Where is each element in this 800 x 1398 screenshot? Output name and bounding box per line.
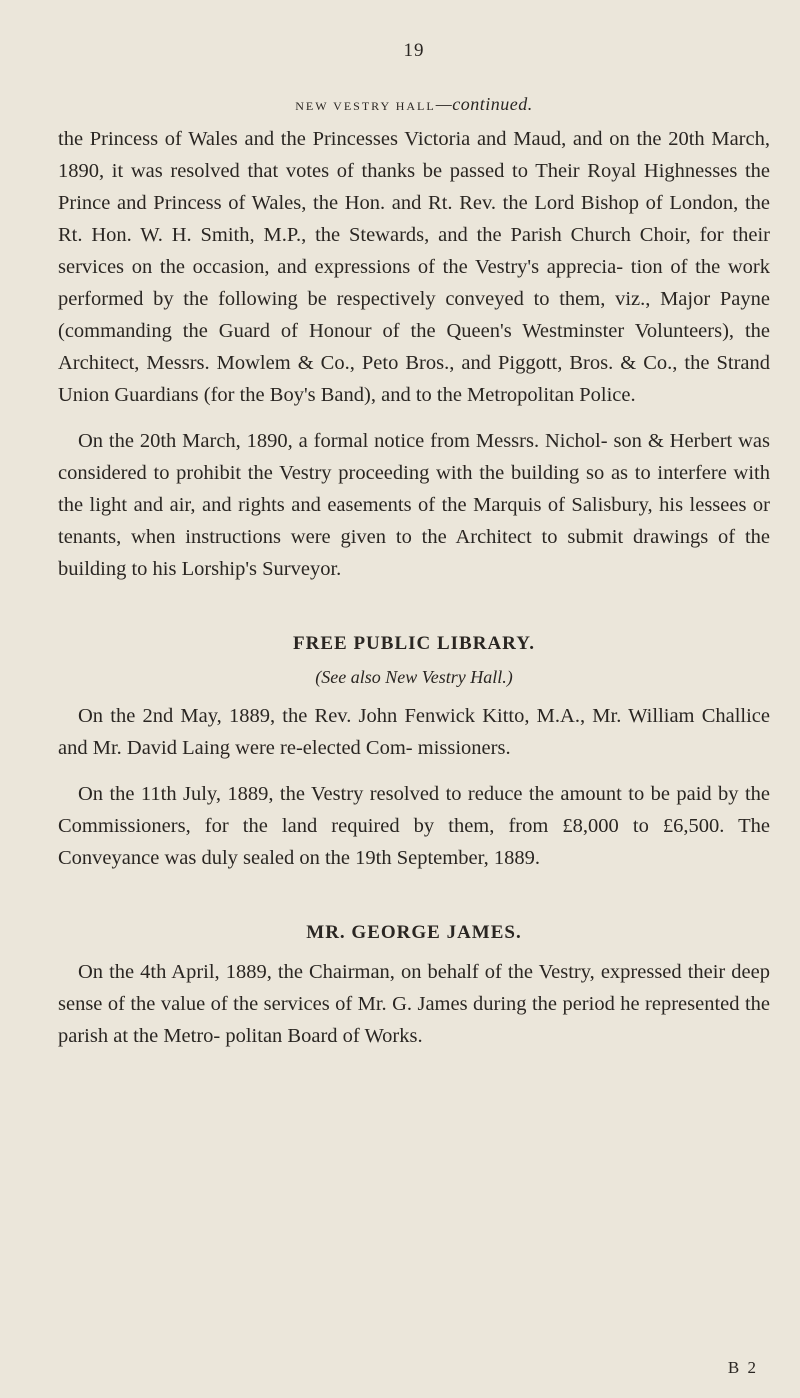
page-number: 19 (403, 40, 425, 61)
vestry-paragraph-1: the Princess of Wales and the Princesses Victoria and Maud, and on the 20th March, 1890, it was resolved that votes of thanks be passed to Their Royal Highnesses the Prince and Princess of Wales, the Hon. and Rt. Rev. the Lord Bishop of London, the Rt. Hon. W. H. Smith, M.P., the Stewards, and the Parish Church Choir, for their services on the occasion, and expressions of the Vestry's apprecia- tion of the work performed by the following be respectively conveyed to them, viz., Major Payne (commanding the Guard of Honour of the Queen's Westminster Volunteers), the Architect, Messrs. Mowlem & Co., Peto Bros., and Piggott, Bros. & Co., the Strand Union Guardians (for the Boy's Band), and to the Metropolitan Police. (58, 128, 770, 406)
vestry-paragraph-2: On the 20th March, 1890, a formal notice from Messrs. Nichol- son & Herbert was considered to prohibit the Vestry proceeding with the building so as to interfere with the light and air, and rights and easements of the Marquis of Salisbury, his lessees or tenants, when instructions were given to the Architect to submit drawings of the building to his Lorship's Surveyor. (58, 430, 770, 580)
library-paragraph-1: On the 2nd May, 1889, the Rev. John Fenwick Kitto, M.A., Mr. William Challice and Mr. David Laing were re-elected Com- missioners. (58, 705, 770, 759)
library-paragraph-2: On the 11th July, 1889, the Vestry resolved to reduce the amount to be paid by the Commissioners, for the land required by them, from £8,000 to £6,500. The Conveyance was duly sealed on the 19th September, 1889. (58, 783, 770, 869)
library-section-subtitle: (See also New Vestry Hall.) (315, 667, 513, 687)
running-head-italic: —continued. (435, 94, 533, 114)
document-page (58, 40, 770, 1052)
james-paragraph-1: On the 4th April, 1889, the Chairman, on behalf of the Vestry, expressed their deep sense of the value of the services of Mr. G. James during the period he represented the parish at the Metro- politan Board of Works. (58, 961, 770, 1047)
running-head-caps: NEW VESTRY HALL (295, 99, 436, 113)
james-section-title: MR. GEORGE JAMES. (306, 922, 522, 943)
library-section-title: FREE PUBLIC LIBRARY. (293, 633, 535, 654)
signature-mark: B 2 (727, 1358, 758, 1377)
running-head (58, 94, 770, 115)
